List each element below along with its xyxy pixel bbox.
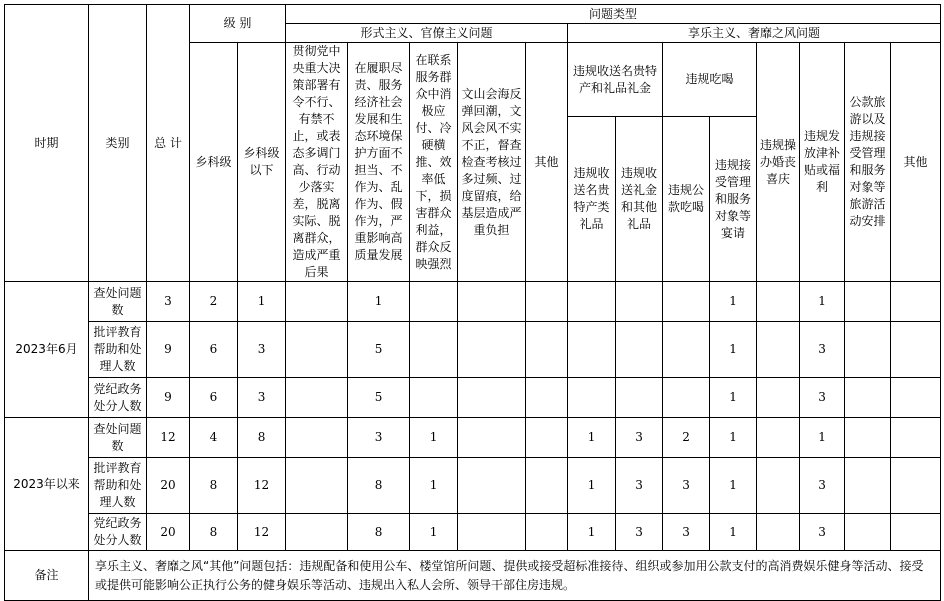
header-category: 类别 xyxy=(89,5,147,282)
data-cell xyxy=(757,322,800,378)
header-formalism-1: 贯彻党中央重大决策部署有令不行、有禁不止，或表态多调门高、行动少落实差，脱离实际、脱离群众，造成严重后果 xyxy=(286,43,348,282)
header-wedding: 违规操办婚丧喜庆 xyxy=(757,43,800,282)
row-label: 党纪政务处分人数 xyxy=(89,514,147,551)
data-cell xyxy=(663,322,710,378)
data-cell xyxy=(286,322,348,378)
data-cell: 1 xyxy=(568,458,616,514)
data-cell xyxy=(757,514,800,551)
table-row xyxy=(5,282,941,322)
data-cell: 20 xyxy=(147,458,190,514)
header-formalism-other: 其他 xyxy=(526,43,568,282)
data-cell: 9 xyxy=(147,378,190,418)
data-cell: 6 xyxy=(190,378,238,418)
data-cell: 8 xyxy=(190,458,238,514)
row-label: 查处问题数 xyxy=(89,282,147,322)
data-cell: 3 xyxy=(147,282,190,322)
data-cell: 1 xyxy=(710,378,757,418)
data-cell: 1 xyxy=(710,514,757,551)
data-cell xyxy=(458,458,526,514)
data-cell xyxy=(616,322,663,378)
data-cell: 1 xyxy=(710,458,757,514)
data-cell xyxy=(757,282,800,322)
header-gift-group: 违规收送名贵特产和礼品礼金 xyxy=(568,43,663,117)
data-cell: 3 xyxy=(616,514,663,551)
data-cell: 3 xyxy=(616,458,663,514)
data-cell xyxy=(757,458,800,514)
data-cell: 1 xyxy=(710,418,757,458)
data-cell: 8 xyxy=(348,514,410,551)
table-row xyxy=(5,418,941,458)
data-cell: 6 xyxy=(190,322,238,378)
header-total: 总 计 xyxy=(147,5,190,282)
data-cell xyxy=(845,378,891,418)
statistics-table xyxy=(4,4,941,601)
data-cell xyxy=(458,282,526,322)
data-cell xyxy=(616,378,663,418)
data-cell: 3 xyxy=(800,458,845,514)
table-body xyxy=(5,282,941,551)
header-meal-banquet: 违规接受管理和服务对象等宴请 xyxy=(710,117,757,282)
data-cell: 3 xyxy=(800,378,845,418)
header-level-township: 乡科级 xyxy=(190,43,238,282)
data-cell: 2 xyxy=(190,282,238,322)
data-cell: 3 xyxy=(663,458,710,514)
data-cell: 20 xyxy=(147,514,190,551)
table-row xyxy=(5,322,941,378)
data-cell: 3 xyxy=(663,514,710,551)
data-cell: 2 xyxy=(663,418,710,458)
data-cell: 8 xyxy=(238,418,286,458)
header-meal-group: 违规吃喝 xyxy=(663,43,757,117)
data-cell: 12 xyxy=(238,514,286,551)
data-cell: 1 xyxy=(710,282,757,322)
table-row xyxy=(5,458,941,514)
data-cell xyxy=(526,514,568,551)
data-cell xyxy=(663,282,710,322)
header-level-below: 乡科级以下 xyxy=(238,43,286,282)
data-cell: 12 xyxy=(147,418,190,458)
data-cell: 5 xyxy=(348,322,410,378)
data-cell xyxy=(663,378,710,418)
data-cell xyxy=(845,282,891,322)
period-cell: 2023年以来 xyxy=(5,418,89,551)
note-label: 备注 xyxy=(5,551,89,601)
data-cell xyxy=(891,458,941,514)
data-cell xyxy=(286,378,348,418)
data-cell xyxy=(458,418,526,458)
data-cell: 1 xyxy=(410,418,458,458)
data-cell xyxy=(526,418,568,458)
data-cell: 1 xyxy=(800,282,845,322)
data-cell xyxy=(891,418,941,458)
header-formalism-4: 文山会海反弹回潮，文风会风不实不正，督查检查考核过多过频、过度留痕，给基层造成严重负担 xyxy=(458,43,526,282)
header-formalism-2: 在履职尽责、服务经济社会发展和生态环境保护方面不担当、不作为、乱作为、假作为，严重影响高质量发展 xyxy=(348,43,410,282)
header-gift-specialty: 违规收送名贵特产类礼品 xyxy=(568,117,616,282)
data-cell: 4 xyxy=(190,418,238,458)
data-cell: 1 xyxy=(238,282,286,322)
header-gift-money: 违规收送礼金和其他礼品 xyxy=(616,117,663,282)
data-cell: 3 xyxy=(616,418,663,458)
row-label: 批评教育帮助和处理人数 xyxy=(89,322,147,378)
data-cell: 5 xyxy=(348,378,410,418)
header-meal-public: 违规公款吃喝 xyxy=(663,117,710,282)
data-cell xyxy=(410,378,458,418)
data-cell: 8 xyxy=(348,458,410,514)
data-cell: 3 xyxy=(348,418,410,458)
header-problem-type: 问题类型 xyxy=(286,5,941,24)
data-cell: 1 xyxy=(710,322,757,378)
data-cell: 12 xyxy=(238,458,286,514)
data-cell: 1 xyxy=(800,418,845,458)
data-cell xyxy=(757,418,800,458)
note-text: 享乐主义、奢靡之风“其他”问题包括：违规配备和使用公车、楼堂馆所问题、提供或接受超标准接待、组织或参加用公款支付的高消费娱乐健身等活动、接受或提供可能影响公正执行公务的健身娱乐等活动、违规出入私人会所、领导干部住房违规。 xyxy=(89,551,941,601)
header-travel: 公款旅游以及违规接受管理和服务对象等旅游活动安排 xyxy=(845,43,891,282)
data-cell xyxy=(616,282,663,322)
data-cell xyxy=(568,378,616,418)
data-cell xyxy=(410,282,458,322)
header-hedonism-other: 其他 xyxy=(891,43,941,282)
data-cell xyxy=(526,378,568,418)
header-period: 时期 xyxy=(5,5,89,282)
row-label: 党纪政务处分人数 xyxy=(89,378,147,418)
table-row xyxy=(5,514,941,551)
data-cell: 3 xyxy=(800,514,845,551)
header-formalism-3: 在联系服务群众中消极应付、冷硬横推、效率低下，损害群众利益，群众反映强烈 xyxy=(410,43,458,282)
data-cell: 3 xyxy=(800,322,845,378)
data-cell xyxy=(845,322,891,378)
data-cell xyxy=(891,282,941,322)
data-cell xyxy=(286,282,348,322)
data-cell xyxy=(845,458,891,514)
data-cell xyxy=(845,514,891,551)
data-cell xyxy=(458,378,526,418)
data-cell xyxy=(526,282,568,322)
header-level: 级 别 xyxy=(190,5,286,43)
data-cell: 1 xyxy=(568,418,616,458)
data-cell xyxy=(568,322,616,378)
header-subsidy: 违规发放津补贴或福利 xyxy=(800,43,845,282)
data-cell xyxy=(891,378,941,418)
row-label: 查处问题数 xyxy=(89,418,147,458)
data-cell xyxy=(845,418,891,458)
data-cell: 1 xyxy=(348,282,410,322)
data-cell: 8 xyxy=(190,514,238,551)
row-label: 批评教育帮助和处理人数 xyxy=(89,458,147,514)
data-cell xyxy=(458,322,526,378)
data-cell xyxy=(410,322,458,378)
data-cell xyxy=(286,418,348,458)
data-cell xyxy=(757,378,800,418)
data-cell xyxy=(526,322,568,378)
data-cell: 9 xyxy=(147,322,190,378)
data-cell xyxy=(526,458,568,514)
data-cell: 1 xyxy=(410,458,458,514)
data-cell: 1 xyxy=(568,514,616,551)
data-cell xyxy=(568,282,616,322)
header-hedonism: 享乐主义、奢靡之风问题 xyxy=(568,24,941,43)
data-cell: 3 xyxy=(238,322,286,378)
data-cell xyxy=(458,514,526,551)
data-cell: 3 xyxy=(238,378,286,418)
table-row xyxy=(5,378,941,418)
header-formalism: 形式主义、官僚主义问题 xyxy=(286,24,568,43)
data-cell xyxy=(286,514,348,551)
data-cell xyxy=(891,322,941,378)
data-cell: 1 xyxy=(410,514,458,551)
period-cell: 2023年6月 xyxy=(5,282,89,418)
data-cell xyxy=(891,514,941,551)
data-cell xyxy=(286,458,348,514)
